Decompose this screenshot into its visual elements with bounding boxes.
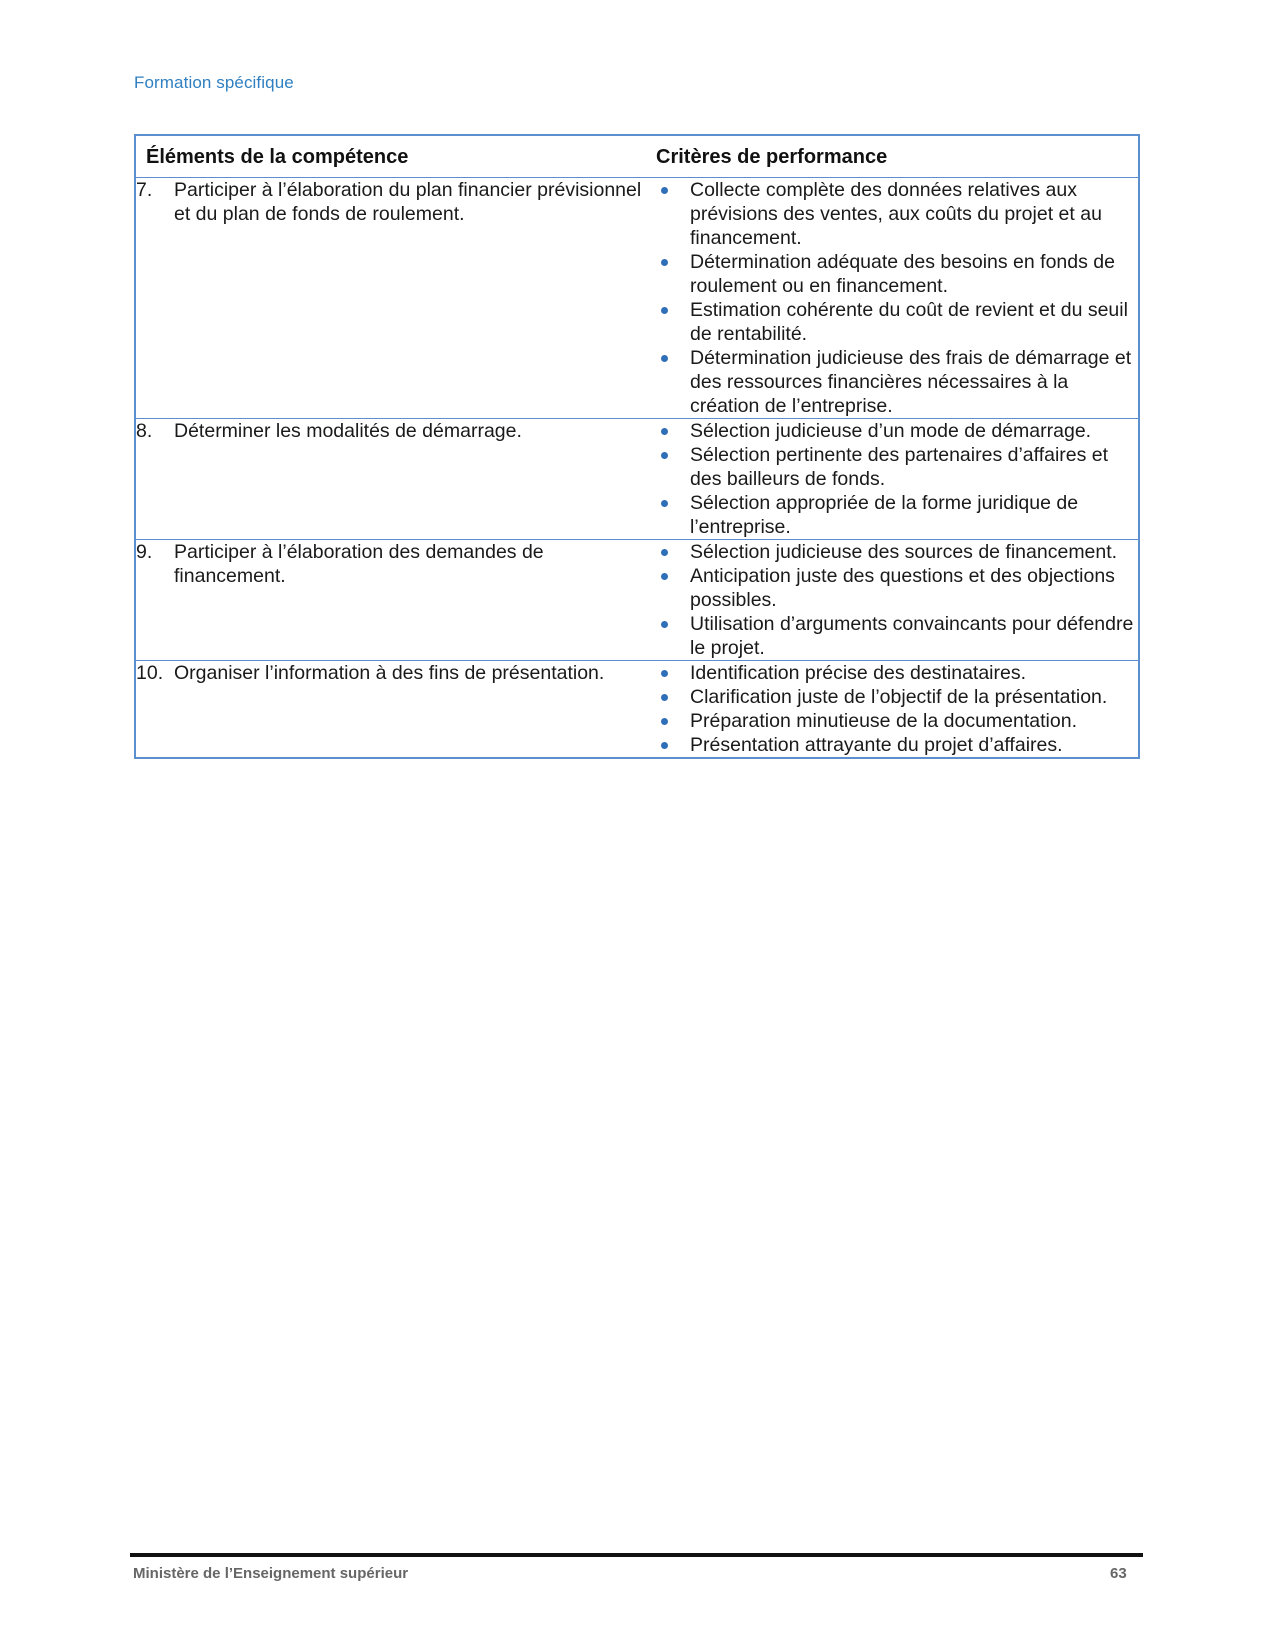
page-header-title: Formation spécifique: [134, 73, 294, 92]
criteria-cell: [647, 540, 1139, 661]
criteria-item: [647, 709, 1138, 733]
element-cell: [135, 540, 647, 661]
criteria-item: [647, 298, 1138, 346]
criteria-text: Détermination judicieuse des frais de démarrage et des ressources financières nécessaires à la création de l’entreprise.: [690, 347, 1132, 417]
criteria-text: Présentation attrayante du projet d’affaires.: [690, 734, 1063, 756]
criteria-list: [647, 419, 1138, 539]
bullet-icon: [647, 709, 690, 733]
competence-element: [136, 540, 647, 588]
criteria-item: [647, 540, 1138, 564]
criteria-text: Sélection appropriée de la forme juridique de l’entreprise.: [690, 492, 1079, 538]
criteria-item: [647, 491, 1138, 539]
competence-element: [136, 419, 647, 443]
bullet-icon: [647, 491, 690, 515]
criteria-item: [647, 564, 1138, 612]
table-header-row: [135, 135, 1139, 178]
bullet-icon: [647, 661, 690, 685]
bullet-icon: [647, 250, 690, 274]
footer-divider: [130, 1553, 1143, 1557]
element-text: Déterminer les modalités de démarrage.: [174, 420, 522, 442]
competence-table: [134, 134, 1140, 759]
criteria-text: Utilisation d’arguments convaincants pour défendre le projet.: [690, 613, 1134, 659]
criteria-text: Détermination adéquate des besoins en fonds de roulement ou en financement.: [690, 251, 1115, 297]
bullet-icon: [647, 564, 690, 588]
criteria-item: [647, 612, 1138, 660]
criteria-cell: [647, 419, 1139, 540]
table-row: [135, 178, 1139, 419]
criteria-text: Collecte complète des données relatives aux prévisions des ventes, aux coûts du projet et au financement.: [690, 179, 1102, 249]
bullet-icon: [647, 419, 690, 443]
bullet-icon: [647, 178, 690, 202]
criteria-item: [647, 685, 1138, 709]
element-number: 7.: [136, 179, 153, 201]
criteria-list: [647, 540, 1138, 660]
criteria-text: Sélection judicieuse des sources de financement.: [690, 541, 1118, 563]
bullet-icon: [647, 612, 690, 636]
footer-organization: Ministère de l’Enseignement supérieur: [133, 1565, 409, 1582]
column-header-criteria: Critères de performance: [647, 135, 1139, 178]
criteria-list: [647, 661, 1138, 757]
criteria-list: [647, 178, 1138, 418]
bullet-icon: [647, 733, 690, 757]
bullet-icon: [647, 298, 690, 322]
criteria-text: Estimation cohérente du coût de revient et du seuil de rentabilité.: [690, 299, 1128, 345]
criteria-item: [647, 443, 1138, 491]
criteria-text: Préparation minutieuse de la documentation.: [690, 710, 1077, 732]
competence-element: [136, 178, 647, 226]
criteria-item: [647, 178, 1138, 250]
bullet-icon: [647, 346, 690, 370]
criteria-item: [647, 346, 1138, 418]
criteria-text: Sélection pertinente des partenaires d’affaires et des bailleurs de fonds.: [690, 444, 1109, 490]
element-cell: [135, 661, 647, 759]
element-cell: [135, 178, 647, 419]
competence-element: [136, 661, 647, 685]
page-number: 63: [1110, 1565, 1127, 1582]
criteria-item: [647, 250, 1138, 298]
criteria-text: Identification précise des destinataires.: [690, 662, 1027, 684]
criteria-text: Sélection judicieuse d’un mode de démarrage.: [690, 420, 1092, 442]
element-text: Organiser l’information à des fins de présentation.: [174, 662, 605, 684]
criteria-text: Clarification juste de l’objectif de la présentation.: [690, 686, 1108, 708]
criteria-cell: [647, 178, 1139, 419]
criteria-item: [647, 733, 1138, 757]
element-text: Participer à l’élaboration du plan financier prévisionnel et du plan de fonds de roulement.: [174, 179, 642, 225]
element-number: 9.: [136, 541, 153, 563]
table-row: [135, 540, 1139, 661]
table-row: [135, 661, 1139, 759]
criteria-item: [647, 419, 1138, 443]
column-header-elements: Éléments de la compétence: [135, 135, 647, 178]
criteria-item: [647, 661, 1138, 685]
bullet-icon: [647, 685, 690, 709]
criteria-cell: [647, 661, 1139, 759]
table-row: [135, 419, 1139, 540]
element-number: 8.: [136, 420, 153, 442]
criteria-text: Anticipation juste des questions et des objections possibles.: [690, 565, 1115, 611]
bullet-icon: [647, 540, 690, 564]
element-number: 10.: [136, 662, 164, 684]
element-text: Participer à l’élaboration des demandes de financement.: [174, 541, 544, 587]
bullet-icon: [647, 443, 690, 467]
element-cell: [135, 419, 647, 540]
